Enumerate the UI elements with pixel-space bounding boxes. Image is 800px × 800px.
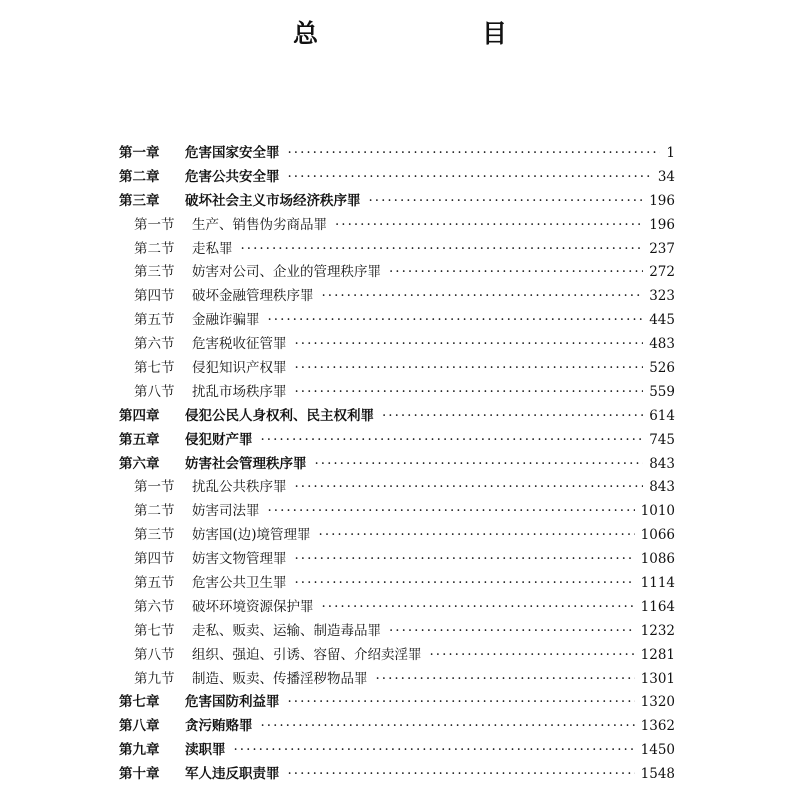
toc-page-number: 843 xyxy=(649,479,675,496)
toc-entry-title: 制造、贩卖、传播淫秽物品罪 xyxy=(192,670,368,687)
toc-entry-number: 第六节 xyxy=(134,336,175,353)
toc-entry-number: 第一节 xyxy=(134,216,175,233)
toc-section-row[interactable] xyxy=(119,357,675,381)
dot-leader xyxy=(322,285,644,309)
toc-entry-title: 危害税收征管罪 xyxy=(192,336,287,353)
toc-section-row[interactable] xyxy=(119,214,675,238)
toc-chapter-row[interactable] xyxy=(119,715,675,739)
dot-leader xyxy=(315,453,644,477)
toc-chapter-row[interactable] xyxy=(119,405,675,429)
toc-entry-number: 第四节 xyxy=(134,288,175,305)
toc-page-number: 272 xyxy=(649,264,675,281)
toc-entry-title: 走私、贩卖、运输、制造毒品罪 xyxy=(192,622,381,639)
toc-page-number: 237 xyxy=(649,240,675,257)
toc-entry-title: 侵犯知识产权罪 xyxy=(192,360,287,377)
toc-chapter-row[interactable] xyxy=(119,453,675,477)
toc-entry-number: 第四章 xyxy=(119,407,160,424)
toc-entry-number: 第一节 xyxy=(134,479,175,496)
toc-section-row[interactable] xyxy=(119,644,675,668)
dot-leader xyxy=(261,715,635,739)
dot-leader xyxy=(430,644,635,668)
toc-page-number: 323 xyxy=(649,288,675,305)
dot-leader xyxy=(288,166,652,190)
toc-page-number: 843 xyxy=(649,455,675,472)
toc-chapter-row[interactable] xyxy=(119,691,675,715)
toc-page-number: 483 xyxy=(649,336,675,353)
toc-entry-title: 渎职罪 xyxy=(185,742,226,759)
toc-entry-number: 第七节 xyxy=(134,360,175,377)
toc-entry-number: 第八章 xyxy=(119,718,160,735)
toc-entry-title: 妨害社会管理秩序罪 xyxy=(185,455,307,472)
dot-leader xyxy=(288,691,635,715)
table-of-contents xyxy=(119,142,675,787)
toc-entry-number: 第七章 xyxy=(119,694,160,711)
dot-leader xyxy=(241,238,644,262)
dot-leader xyxy=(295,548,635,572)
toc-entry-title: 侵犯公民人身权利、民主权利罪 xyxy=(185,407,374,424)
toc-entry-title: 金融诈骗罪 xyxy=(192,312,260,329)
toc-entry-title: 破坏社会主义市场经济秩序罪 xyxy=(185,192,361,209)
dot-leader xyxy=(295,572,635,596)
toc-section-row[interactable] xyxy=(119,381,675,405)
toc-entry-title: 破坏环境资源保护罪 xyxy=(192,598,314,615)
toc-page-number: 1232 xyxy=(640,622,675,639)
toc-entry-number: 第七节 xyxy=(134,622,175,639)
toc-page-number: 1164 xyxy=(640,598,675,615)
toc-entry-number: 第三章 xyxy=(119,192,160,209)
dot-leader xyxy=(319,524,635,548)
toc-entry-title: 扰乱市场秩序罪 xyxy=(192,383,287,400)
toc-section-row[interactable] xyxy=(119,261,675,285)
toc-entry-number: 第四节 xyxy=(134,551,175,568)
toc-section-row[interactable] xyxy=(119,572,675,596)
dot-leader xyxy=(288,763,635,787)
dot-leader xyxy=(389,620,635,644)
toc-chapter-row[interactable] xyxy=(119,142,675,166)
toc-entry-title: 扰乱公共秩序罪 xyxy=(192,479,287,496)
toc-page-number: 1114 xyxy=(640,575,675,592)
dot-leader xyxy=(382,405,643,429)
dot-leader xyxy=(376,668,635,692)
dot-leader xyxy=(295,333,644,357)
dot-leader xyxy=(322,596,635,620)
toc-entry-number: 第三节 xyxy=(134,264,175,281)
toc-entry-number: 第二节 xyxy=(134,503,175,520)
toc-page-number: 1 xyxy=(666,145,675,161)
toc-entry-title: 危害公共卫生罪 xyxy=(192,575,287,592)
dot-leader xyxy=(261,429,644,453)
toc-entry-number: 第六章 xyxy=(119,455,160,472)
toc-chapter-row[interactable] xyxy=(119,739,675,763)
toc-page-number: 1281 xyxy=(640,646,675,663)
toc-page-number: 445 xyxy=(649,312,675,329)
toc-entry-title: 危害国家安全罪 xyxy=(185,145,280,161)
toc-entry-number: 第五节 xyxy=(134,575,175,592)
page-title: 总 目 xyxy=(292,19,545,48)
toc-section-row[interactable] xyxy=(119,548,675,572)
dot-leader xyxy=(234,739,635,763)
toc-section-row[interactable] xyxy=(119,309,675,333)
toc-page-number: 1066 xyxy=(640,527,675,544)
toc-entry-title: 妨害司法罪 xyxy=(192,503,260,520)
toc-entry-number: 第二章 xyxy=(119,168,160,185)
toc-page-number: 34 xyxy=(657,168,675,185)
toc-page-number: 1086 xyxy=(640,551,675,568)
toc-section-row[interactable] xyxy=(119,524,675,548)
toc-section-row[interactable] xyxy=(119,668,675,692)
toc-entry-title: 破坏金融管理秩序罪 xyxy=(192,288,314,305)
toc-section-row[interactable] xyxy=(119,285,675,309)
toc-entry-number: 第五节 xyxy=(134,312,175,329)
toc-chapter-row[interactable] xyxy=(119,763,675,787)
dot-leader xyxy=(369,190,644,214)
dot-leader xyxy=(268,500,635,524)
dot-leader xyxy=(335,214,643,238)
toc-page-number: 1320 xyxy=(640,694,675,711)
toc-page-number: 1450 xyxy=(640,742,675,759)
toc-entry-title: 生产、销售伪劣商品罪 xyxy=(192,216,327,233)
toc-entry-number: 第五章 xyxy=(119,431,160,448)
toc-chapter-row[interactable] xyxy=(119,429,675,453)
toc-entry-title: 侵犯财产罪 xyxy=(185,431,253,448)
dot-leader xyxy=(389,261,643,285)
toc-entry-title: 危害公共安全罪 xyxy=(185,168,280,185)
toc-entry-title: 军人违反职责罪 xyxy=(185,766,280,783)
toc-page-number: 1548 xyxy=(640,766,675,783)
toc-entry-number: 第九节 xyxy=(134,670,175,687)
toc-page-number: 196 xyxy=(649,216,675,233)
toc-page-number: 614 xyxy=(649,407,675,424)
toc-section-row[interactable] xyxy=(119,333,675,357)
toc-entry-title: 走私罪 xyxy=(192,240,233,257)
toc-entry-title: 贪污贿赂罪 xyxy=(185,718,253,735)
toc-entry-number: 第六节 xyxy=(134,598,175,615)
dot-leader xyxy=(295,476,644,500)
toc-chapter-row[interactable] xyxy=(119,166,675,190)
toc-entry-title: 组织、强迫、引诱、容留、介绍卖淫罪 xyxy=(192,646,422,663)
toc-entry-title: 危害国防利益罪 xyxy=(185,694,280,711)
toc-section-row[interactable] xyxy=(119,238,675,262)
toc-entry-number: 第一章 xyxy=(119,145,160,161)
toc-section-row[interactable] xyxy=(119,476,675,500)
toc-entry-number: 第三节 xyxy=(134,527,175,544)
dot-leader xyxy=(295,381,644,405)
toc-entry-number: 第八节 xyxy=(134,383,175,400)
dot-leader xyxy=(295,357,644,381)
toc-entry-number: 第九章 xyxy=(119,742,160,759)
toc-page-number: 196 xyxy=(649,192,675,209)
toc-chapter-row[interactable] xyxy=(119,190,675,214)
toc-entry-number: 第十章 xyxy=(119,766,160,783)
toc-entry-title: 妨害文物管理罪 xyxy=(192,551,287,568)
toc-page-number: 1301 xyxy=(640,670,675,687)
toc-page-number: 559 xyxy=(649,383,675,400)
toc-section-row[interactable] xyxy=(119,596,675,620)
toc-page-number: 526 xyxy=(649,360,675,377)
dot-leader xyxy=(268,309,644,333)
toc-entry-number: 第八节 xyxy=(134,646,175,663)
dot-leader xyxy=(288,142,661,166)
toc-entry-number: 第二节 xyxy=(134,240,175,257)
toc-section-row[interactable] xyxy=(119,500,675,524)
toc-section-row[interactable] xyxy=(119,620,675,644)
toc-entry-title: 妨害对公司、企业的管理秩序罪 xyxy=(192,264,381,281)
toc-page-number: 1362 xyxy=(640,718,675,735)
toc-entry-title: 妨害国(边)境管理罪 xyxy=(192,527,311,544)
toc-page-number: 1010 xyxy=(640,503,675,520)
toc-page-number: 745 xyxy=(649,431,675,448)
